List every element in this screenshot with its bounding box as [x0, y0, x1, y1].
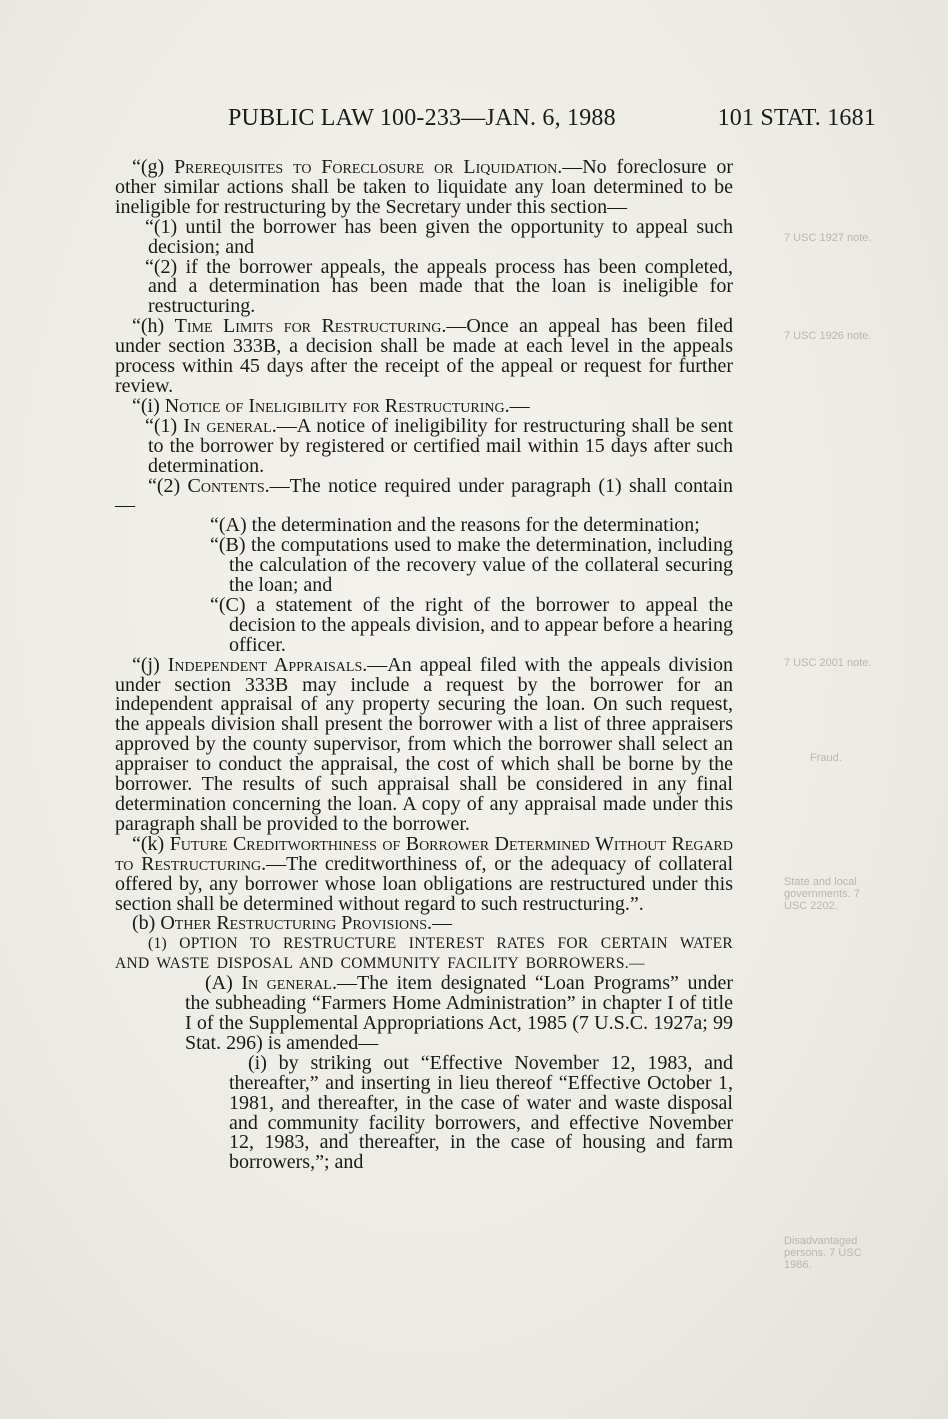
- section-heading: Other Restructuring Provisions: [160, 912, 428, 935]
- section-i-2: “(2) Contents.—The notice required under paragraph (1) shall contain—: [115, 474, 733, 517]
- law-text-body: [115, 158, 733, 1173]
- subsection-b-1-A-i: (i) by striking out “Effective November 12, 1983, and thereafter,” and inserting in lieu thereof “Effective October 1, 1981, and thereafter, in the case of water and waste disposal and community facility borrowers, and effective November 12, 1983, and thereafter, in the case of housing and farm borrowers,”; and: [229, 1051, 733, 1174]
- section-g-2: “(2) if the borrower appeals, the appeals process has been completed, and a determination has been made that the loan is ineligible for restructuring.: [145, 255, 733, 318]
- section-heading: Notice of Ineligibility for Restructuring: [164, 394, 505, 417]
- section-g: “(g) Prerequisites to Foreclosure or Liquidation.—No foreclosure or other similar actions shall be taken to liquidate any loan determined to be ineligible for restructuring by the Secretary under this section—: [115, 156, 733, 218]
- subsection-b-1-A: (A) In general.—The item designated “Loan Programs” under the subheading “Farmers Home Administration” in chapter I of title I of the Supplemental Appropriations Act, 1985 (7 U.S.C. 1927a; 99 Stat. 296) is amended—: [185, 972, 733, 1054]
- paragraph-heading: In general: [241, 972, 332, 995]
- section-heading: Prerequisites to Foreclosure or Liquidation: [174, 156, 558, 178]
- margin-note: State and local governments. 7 USC 2202.: [784, 876, 860, 912]
- paragraph-heading: In general: [183, 414, 272, 437]
- subsection-b: (b) Other Restructuring Provisions.—: [132, 912, 453, 935]
- section-h: “(h) Time Limits for Restructuring.—Once an appeal has been filed under section 333B, a decision shall be made at each level in the appeals process within 45 days after the receipt of the appeal or request for further review.: [115, 315, 733, 397]
- section-i-1: “(1) In general.—A notice of ineligibility for restructuring shall be sent to the borrower by registered or certified mail within 15 days after such determination.: [145, 414, 733, 477]
- page-header: [228, 105, 876, 145]
- section-j: “(j) Independent Appraisals.—An appeal filed with the appeals division under section 333B may include a request by the borrower for an independent appraisal of any property securing the loan. On such request, the appeals division shall present the borrower with a list of three appraisers approved by the county supervisor, from which the borrower shall select an appraiser to conduct the appraisal, the cost of which shall be borne by the borrower. The results of such appraisal shall be considered in any final determination concerning the loan. A copy of any appraisal made under this paragraph shall be provided to the borrower.: [115, 653, 733, 835]
- section-i: “(i) Notice of Ineligibility for Restructuring.—: [132, 394, 530, 417]
- section-heading: Time Limits for Restructuring: [174, 315, 442, 338]
- section-i-2-C: “(C) a statement of the right of the borrower to appeal the decision to the appeals division, and to appear before a hearing officer.: [210, 593, 733, 656]
- header-stat-page: 101 STAT. 1681: [717, 105, 876, 131]
- subsection-b-1-heading: (1) OPTION TO RESTRUCTURE INTEREST RATES FOR CERTAIN WATER AND WASTE DISPOSAL AND COMMUNITY FACILITY BORROWERS.—: [115, 935, 733, 973]
- header-title: PUBLIC LAW 100-233—JAN. 6, 1988: [228, 105, 616, 131]
- section-heading: Future Creditworthiness of Borrower Determined Without Regard to Restructuring: [115, 832, 734, 875]
- section-i-2-B: “(B) the computations used to make the determination, including the calculation of the recovery value of the collateral securing the loan; and: [210, 534, 733, 597]
- section-k: “(k) Future Creditworthiness of Borrower Determined Without Regard to Restructuring.—The creditworthiness of, or the adequacy of collateral offered by, any borrower whose loan obligations are restructured under this section shall be determined without regard to such restructuring.”.: [115, 832, 734, 915]
- paragraph-heading: Contents: [187, 474, 265, 497]
- section-i-2-A: “(A) the determination and the reasons for the determination;: [210, 514, 700, 537]
- margin-note: 7 USC 1927 note.: [784, 232, 872, 244]
- section-heading: Independent Appraisals: [167, 653, 363, 676]
- margin-note: 7 USC 2001 note.: [784, 657, 872, 669]
- margin-note: Disadvantaged persons. 7 USC 1986.: [784, 1235, 862, 1271]
- margin-note: Fraud.: [810, 752, 842, 764]
- margin-note: 7 USC 1926 note.: [784, 330, 872, 342]
- section-g-1: “(1) until the borrower has been given the opportunity to appeal such decision; and: [145, 215, 733, 258]
